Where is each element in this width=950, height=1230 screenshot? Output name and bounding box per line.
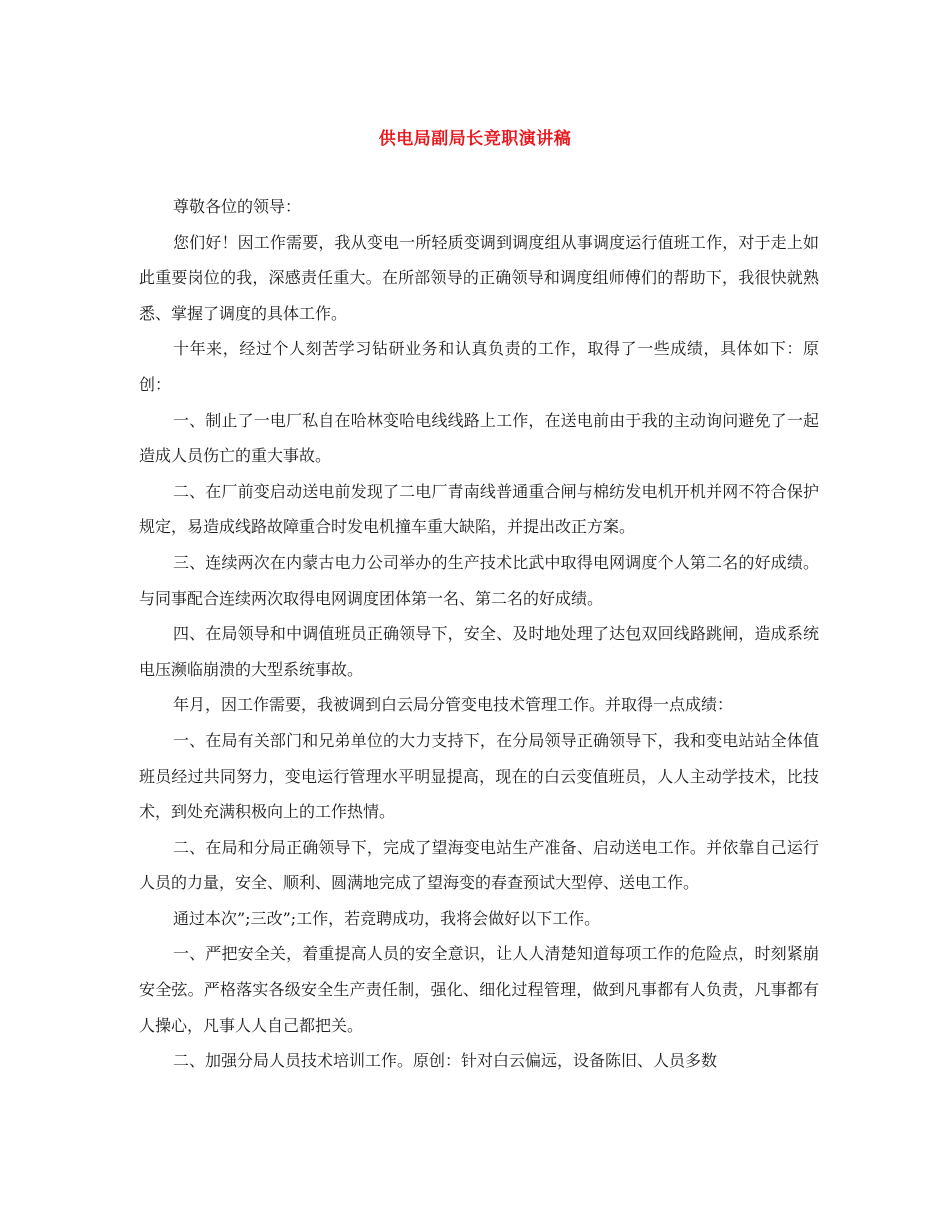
- paragraph-plan-1: 一、严把安全关，着重提高人员的安全意识，让人人清楚知道每项工作的危险点，时刻紧崩安全弦。严格落实各级安全生产责任制，强化、细化过程管理，做到凡事都有人负责，凡事都有人操心，凡事人人自己都把关。: [139, 944, 819, 1035]
- paragraph-salutation: 尊敬各位的领导：: [173, 197, 302, 216]
- paragraph-transfer: 年月，因工作需要，我被调到白云局分管变电技术管理工作。并取得一点成绩：: [173, 695, 734, 715]
- paragraph-achievement-2: 二、在厂前变启动送电前发现了二电厂青南线普通重合闸与棉纺发电机开机并网不符合保护规定，易造成线路故障重合时发电机撞车重大缺陷，并提出改正方案。: [139, 481, 819, 537]
- paragraph-plan-intro: 通过本次”;三改”;工作，若竞聘成功，我将会做好以下工作。: [173, 908, 601, 928]
- document-body: [139, 189, 819, 1079]
- paragraph-greeting: 您们好！因工作需要，我从变电一所轻质变调到调度组从事调度运行值班工作，对于走上如此重要岗位的我，深感责任重大。在所部领导的正确领导和调度组师傅们的帮助下，我很快就熟悉、掌握了调度的具体工作。: [139, 232, 819, 323]
- document-title: 供电局副局长竞职演讲稿: [378, 129, 572, 149]
- paragraph-ten-years: 十年来，经过个人刻苦学习钻研业务和认真负责的工作，取得了一些成绩，具体如下：原创：: [139, 339, 819, 394]
- paragraph-baiyun-2: 二、在局和分局正确领导下，完成了望海变电站生产准备、启动送电工作。并依靠自己运行人员的力量，安全、顺利、圆满地完成了望海变的春查预试大型停、送电工作。: [139, 837, 819, 893]
- paragraph-achievement-1: 一、制止了一电厂私自在哈林变哈电线线路上工作，在送电前由于我的主动询问避免了一起造成人员伤亡的重大事故。: [139, 410, 819, 466]
- paragraph-achievement-4: 四、在局领导和中调值班员正确领导下，安全、及时地处理了达包双回线路跳闸，造成系统电压濒临崩溃的大型系统事故。: [139, 624, 819, 679]
- paragraph-achievement-3: 三、连续两次在内蒙古电力公司举办的生产技术比武中取得电网调度个人第二名的好成绩。与同事配合连续两次取得电网调度团体第一名、第二名的好成绩。: [139, 552, 819, 608]
- paragraph-baiyun-1: 一、在局有关部门和兄弟单位的大力支持下，在分局领导正确领导下，我和变电站站全体值班员经过共同努力，变电运行管理水平明显提高，现在的白云变值班员，人人主动学技术，比技术，到处充满积极向上的工作热情。: [139, 730, 819, 822]
- paragraph-plan-2: 二、加强分局人员技术培训工作。原创：针对白云偏远，设备陈旧、人员多数: [173, 1051, 718, 1071]
